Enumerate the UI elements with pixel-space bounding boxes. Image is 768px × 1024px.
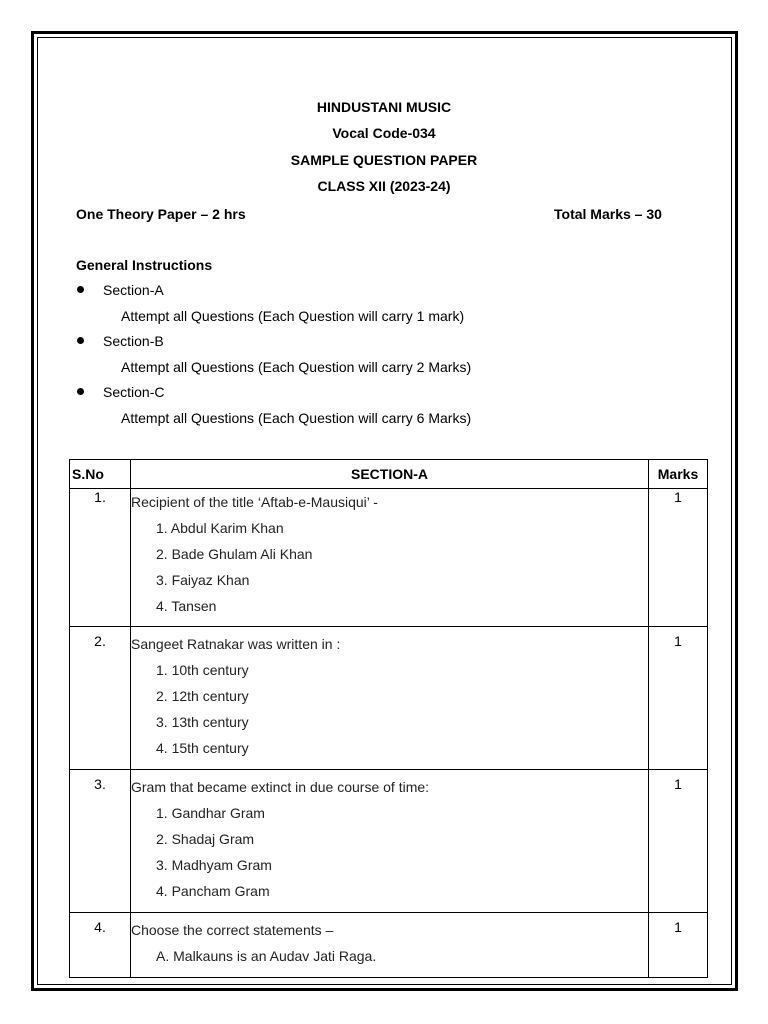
paper-type-title: SAMPLE QUESTION PAPER bbox=[290, 152, 478, 168]
questions-table bbox=[69, 459, 708, 978]
question-text: Gram that became extinct in due course of time: bbox=[131, 779, 430, 795]
option-item: 3. Madhyam Gram bbox=[156, 857, 272, 873]
question-number: 3. bbox=[70, 770, 131, 913]
section-c-name: Section-C bbox=[103, 384, 165, 400]
question-cell bbox=[131, 627, 649, 770]
option-item: 2. Shadaj Gram bbox=[156, 831, 255, 847]
bullet-icon bbox=[77, 388, 84, 395]
option-item: 1. 10th century bbox=[156, 662, 249, 678]
section-a-detail: Attempt all Questions (Each Question will carry 1 mark) bbox=[121, 308, 465, 324]
option-item: A. Malkauns is an Audav Jati Raga. bbox=[156, 948, 377, 964]
option-item: 4. Pancham Gram bbox=[156, 883, 270, 899]
table-row bbox=[70, 770, 708, 913]
question-text: Sangeet Ratnakar was written in : bbox=[131, 636, 341, 652]
option-item: 3. Faiyaz Khan bbox=[156, 572, 250, 588]
code-title: Vocal Code-034 bbox=[332, 125, 436, 141]
total-marks-text: Total Marks – 30 bbox=[554, 206, 662, 222]
question-cell bbox=[131, 489, 649, 627]
question-cell bbox=[131, 770, 649, 913]
section-header: SECTION-A bbox=[131, 460, 649, 489]
section-c-detail: Attempt all Questions (Each Question will carry 6 Marks) bbox=[121, 410, 472, 426]
table-row bbox=[70, 489, 708, 627]
option-item: 2. 12th century bbox=[156, 688, 249, 704]
question-marks: 1 bbox=[649, 770, 708, 913]
question-marks: 1 bbox=[649, 489, 708, 627]
option-item: 1. Abdul Karim Khan bbox=[156, 520, 284, 536]
section-b-detail: Attempt all Questions (Each Question will carry 2 Marks) bbox=[121, 359, 472, 375]
section-a-name: Section-A bbox=[103, 282, 164, 298]
sno-header: S.No bbox=[70, 460, 131, 489]
class-title: CLASS XII (2023-24) bbox=[317, 178, 451, 194]
question-marks: 1 bbox=[649, 627, 708, 770]
table-header-row bbox=[70, 460, 708, 489]
option-item: 4. Tansen bbox=[156, 598, 217, 614]
instructions-heading: General Instructions bbox=[76, 257, 213, 273]
question-text: Recipient of the title ‘Aftab-e-Mausiqui’ - bbox=[131, 494, 378, 510]
question-number: 1. bbox=[70, 489, 131, 627]
option-item: 3. 13th century bbox=[156, 714, 249, 730]
option-item: 4. 15th century bbox=[156, 740, 249, 756]
option-item: 1. Gandhar Gram bbox=[156, 805, 265, 821]
bullet-icon bbox=[77, 286, 84, 293]
duration-text: One Theory Paper – 2 hrs bbox=[76, 206, 246, 222]
question-text: Choose the correct statements – bbox=[131, 922, 334, 938]
bullet-icon bbox=[77, 337, 84, 344]
subject-title: HINDUSTANI MUSIC bbox=[316, 99, 452, 115]
marks-header: Marks bbox=[649, 460, 708, 489]
question-marks: 1 bbox=[649, 913, 708, 978]
option-item: 2. Bade Ghulam Ali Khan bbox=[156, 546, 313, 562]
question-number: 2. bbox=[70, 627, 131, 770]
question-number: 4. bbox=[70, 913, 131, 978]
table-row bbox=[70, 913, 708, 978]
section-b-name: Section-B bbox=[103, 333, 164, 349]
question-cell bbox=[131, 913, 649, 978]
table-row bbox=[70, 627, 708, 770]
